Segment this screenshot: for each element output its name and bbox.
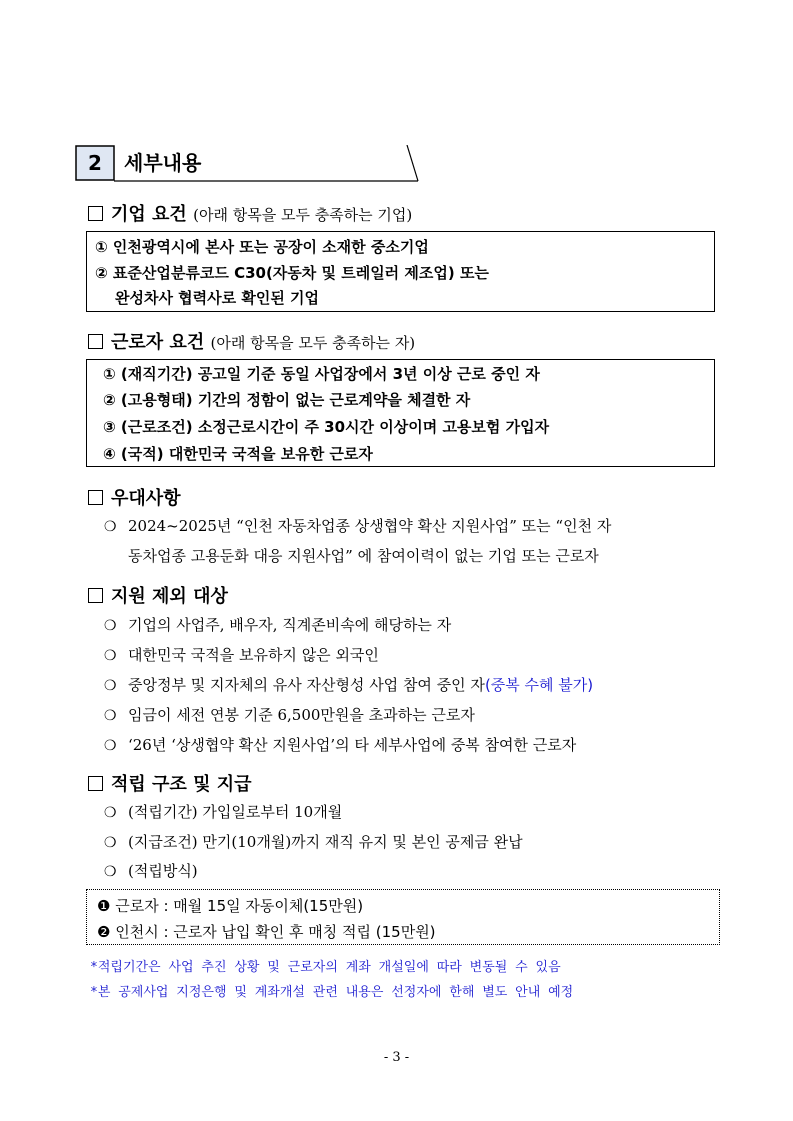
company-req-item: 완성차사 협력사로 확인된 기업 bbox=[115, 289, 320, 307]
savings-item bbox=[104, 860, 198, 881]
exclusion-text: 대한민국 국적을 보유하지 않은 외국인 bbox=[128, 646, 379, 664]
savings-text: (지급조건) 만기(10개월)까지 재직 유지 및 본인 공제금 완납 bbox=[128, 833, 523, 851]
exclusion-text: 임금이 세전 연봉 기준 6,500만원을 초과하는 근로자 bbox=[128, 706, 475, 724]
exclusion-text: 중앙정부 및 지자체의 유사 자산형성 사업 참여 중인 자 bbox=[128, 676, 485, 694]
company-req-item: ① 인천광역시에 본사 또는 공장이 소재한 중소기업 bbox=[95, 238, 429, 256]
exclusion-heading bbox=[88, 582, 228, 608]
exclusion-item bbox=[104, 644, 379, 665]
savings-text: (적립방식) bbox=[128, 862, 198, 880]
company-req-box bbox=[86, 231, 715, 312]
savings-method-box bbox=[86, 889, 720, 945]
exclusion-title: 지원 제외 대상 bbox=[111, 586, 228, 607]
savings-item bbox=[104, 831, 523, 852]
section-number: 2 bbox=[88, 151, 102, 175]
worker-req-note: (아래 항목을 모두 충족하는 자) bbox=[210, 334, 416, 352]
exclusion-item bbox=[104, 704, 475, 725]
exclusion-item bbox=[104, 674, 593, 695]
exclusion-item bbox=[104, 734, 576, 755]
company-req-heading bbox=[88, 200, 412, 226]
circle-bullet-icon: ❍ bbox=[104, 805, 117, 821]
footnote: *본 공제사업 지정은행 및 계좌개설 관련 내용은 선정자에 한해 별도 안내 예정 bbox=[90, 985, 574, 1000]
circle-bullet-icon: ❍ bbox=[104, 738, 117, 754]
circle-bullet-icon: ❍ bbox=[104, 519, 117, 535]
company-req-note: (아래 항목을 모두 충족하는 기업) bbox=[193, 206, 413, 224]
preference-title: 우대사항 bbox=[111, 488, 181, 509]
preference-text: 2024~2025년 “인천 자동차업종 상생협약 확산 지원사업” 또는 “인천 자 bbox=[128, 517, 612, 535]
duplicate-benefit-note: (중복 수혜 불가) bbox=[484, 676, 594, 694]
savings-method-item: ❶ 근로자 : 매월 15일 자동이체(15만원) bbox=[97, 897, 364, 915]
savings-item bbox=[104, 801, 342, 822]
exclusion-text: 기업의 사업주, 배우자, 직계존비속에 해당하는 자 bbox=[128, 616, 452, 634]
company-req-title: 기업 요건 bbox=[111, 204, 187, 225]
circle-bullet-icon: ❍ bbox=[104, 618, 117, 634]
circle-bullet-icon: ❍ bbox=[104, 678, 117, 694]
savings-heading bbox=[88, 770, 252, 796]
exclusion-item bbox=[104, 614, 451, 635]
worker-req-title: 근로자 요건 bbox=[111, 332, 205, 353]
circle-bullet-icon: ❍ bbox=[104, 648, 117, 664]
preference-heading bbox=[88, 484, 181, 510]
worker-req-item: ③ (근로조건) 소정근로시간이 주 30시간 이상이며 고용보험 가입자 bbox=[103, 418, 550, 436]
footnote: *적립기간은 사업 추진 상황 및 근로자의 계좌 개설일에 따라 변동될 수 있음 bbox=[90, 960, 561, 975]
savings-title: 적립 구조 및 지급 bbox=[111, 774, 252, 795]
checkbox-square-icon bbox=[88, 206, 103, 221]
checkbox-square-icon bbox=[88, 490, 103, 505]
checkbox-square-icon bbox=[88, 776, 103, 791]
worker-req-box bbox=[86, 359, 715, 467]
worker-req-item: ④ (국적) 대한민국 국적을 보유한 근로자 bbox=[103, 445, 373, 463]
page-number: - 3 - bbox=[383, 1050, 410, 1065]
circle-bullet-icon: ❍ bbox=[104, 708, 117, 724]
savings-method-item: ❷ 인천시 : 근로자 납입 확인 후 매칭 적립 (15만원) bbox=[97, 923, 436, 941]
preference-line-1 bbox=[104, 515, 611, 536]
savings-text: (적립기간) 가입일로부터 10개월 bbox=[128, 803, 343, 821]
worker-req-heading bbox=[88, 328, 415, 354]
worker-req-item: ② (고용형태) 기간의 정함이 없는 근로계약을 체결한 자 bbox=[103, 391, 471, 409]
company-req-item: ② 표준산업분류코드 C30(자동차 및 트레일러 제조업) 또는 bbox=[95, 264, 489, 282]
section-title: 세부내용 bbox=[124, 151, 202, 175]
checkbox-square-icon bbox=[88, 588, 103, 603]
circle-bullet-icon: ❍ bbox=[104, 864, 117, 880]
circle-bullet-icon: ❍ bbox=[104, 835, 117, 851]
checkbox-square-icon bbox=[88, 334, 103, 349]
exclusion-text: ‘26년 ‘상생협약 확산 지원사업’의 타 세부사업에 중복 참여한 근로자 bbox=[128, 736, 577, 754]
worker-req-item: ① (재직기간) 공고일 기준 동일 사업장에서 3년 이상 근로 중인 자 bbox=[103, 365, 540, 383]
preference-line-2: 동차업종 고용둔화 대응 지원사업” 에 참여이력이 없는 기업 또는 근로자 bbox=[128, 547, 599, 565]
